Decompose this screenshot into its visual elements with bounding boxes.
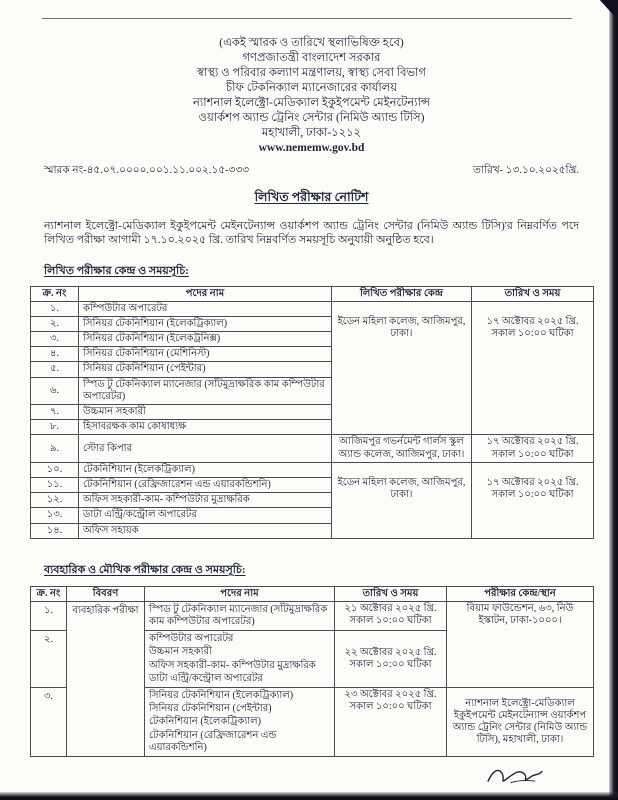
exam-description: ব্যবহারিক পরীক্ষা bbox=[67, 601, 145, 756]
row-serial: ১১. bbox=[31, 477, 79, 492]
practical-table-header-row bbox=[31, 586, 594, 601]
letterhead-ministry: স্বাস্থ্য ও পরিবার কল্যাণ মন্ত্রণালয়, স্বাস্থ্য সেবা বিভাগ bbox=[197, 66, 426, 79]
row-serial: ৫. bbox=[31, 362, 79, 377]
post-name: কম্পিউটার অপারেটর bbox=[149, 633, 234, 645]
post-name: ডাটা এন্ট্রি/কন্ট্রোল অপারেটর bbox=[149, 672, 263, 684]
col-exam-venue: পরীক্ষার কেন্দ্র/স্থান bbox=[447, 586, 594, 601]
row-serial: ১৩. bbox=[31, 508, 79, 523]
letterhead bbox=[30, 36, 593, 156]
col-description: বিবরণ bbox=[67, 586, 145, 601]
post-name: কম্পিউটার অপারেটর bbox=[79, 301, 332, 316]
col-serial: ক্র. নং bbox=[31, 286, 79, 301]
exam-center: ইডেন মহিলা কলেজ, আজিমপুর, ঢাকা। bbox=[332, 301, 472, 435]
row-serial: ২. bbox=[31, 631, 67, 688]
memo-date: তারিখ- ১৩.১০.২০২৫খ্রি. bbox=[473, 164, 579, 176]
col-date-time: তারিখ ও সময় bbox=[335, 586, 447, 601]
col-post-name: পদের নাম bbox=[145, 586, 335, 601]
website-url: www.nememw.gov.bd bbox=[258, 141, 365, 154]
memo-line bbox=[30, 163, 593, 180]
post-name: সিনিয়র টেকনিশিয়ান (ইলেকট্রিক্যাল) bbox=[149, 690, 294, 702]
col-post-name: পদের নাম bbox=[79, 286, 332, 301]
post-name: সিনিয়র টেকনিশিয়ান (ইলেকট্রিক্যাল) bbox=[79, 316, 332, 331]
post-names-cell bbox=[145, 688, 335, 757]
exam-venue: বিয়াম ফাউন্ডেশন, ৬৩, নিউ ইস্কাটন, ঢাকা-১০০০। bbox=[447, 601, 594, 687]
exam-datetime: ২২ অক্টোবর ২০২৫ খ্রি. সকাল ১০:০০ ঘটিকা bbox=[335, 631, 447, 688]
exam-center: আজিমপুর গভর্নমেন্ট গার্লস স্কুল অ্যান্ড কলেজ, আজিমপুর, ঢাকা। bbox=[332, 435, 472, 462]
row-serial: ৪. bbox=[31, 347, 79, 362]
row-serial: ১০. bbox=[31, 462, 79, 477]
row-serial: ৭. bbox=[31, 405, 79, 420]
post-name: অফিস সহকারী-কাম- কম্পিউটার মুদ্রাক্ষরিক bbox=[149, 659, 316, 671]
exam-venue: ন্যাশনাল ইলেক্ট্রো-মেডিক্যাল ইকুইপমেন্ট মেইনটেন্যান্স ওয়ার্কশপ অ্যান্ড ট্রেনিং সেন্টার (নিমিউ অ্যান্ড টিসি), মহাখালী, ঢাকা। bbox=[447, 688, 594, 757]
exam-datetime: ১৭ অক্টোবর ২০২৫ খ্রি. সকাল ১০:০০ ঘটিকা bbox=[472, 462, 594, 538]
exam-datetime: ২৩ অক্টোবর ২০২৫ খ্রি. সকাল ১০:০০ ঘটিকা bbox=[335, 688, 447, 757]
row-serial: ৯. bbox=[31, 435, 79, 462]
row-serial: ২. bbox=[31, 316, 79, 331]
row-serial: ১. bbox=[31, 301, 79, 316]
exam-center: ইডেন মহিলা কলেজ, আজিমপুর, ঢাকা। bbox=[332, 462, 472, 538]
scan-edge-right bbox=[609, 0, 618, 800]
row-serial: ৮. bbox=[31, 420, 79, 435]
post-name: সিনিয়র টেকনিশিয়ান (পেইন্টার) bbox=[149, 703, 272, 715]
row-serial: ১. bbox=[31, 601, 67, 630]
practical-exam-heading: ব্যবহারিক ও মৌখিক পরীক্ষার কেন্দ্র ও সময়সূচি: bbox=[44, 563, 246, 576]
notice-title: লিখিত পরীক্ষার নোটিশ bbox=[254, 189, 369, 204]
table-row bbox=[31, 301, 594, 316]
written-exam-heading: লিখিত পরীক্ষার কেন্দ্র ও সময়সূচি: bbox=[44, 264, 189, 277]
letterhead-address: মহাখালী, ঢাকা-১২১২ bbox=[261, 126, 362, 139]
post-name: সিনিয়র টেকনিশিয়ান (পেইন্টার) bbox=[79, 362, 332, 377]
exam-datetime: ২১ অক্টোবর ২০২৫ খ্রি. সকাল ১০:০০ ঘটিকা bbox=[335, 601, 447, 630]
scan-top-line bbox=[42, 18, 572, 19]
post-name: অফিস সহায়ক bbox=[79, 523, 332, 538]
row-serial: ১৪. bbox=[31, 523, 79, 538]
signature-mark bbox=[484, 762, 546, 788]
post-name: স্পিড টু টেকনিক্যাল ম্যানেজার (সাঁটমুদ্রাক্ষরিক কাম কম্পিউটার অপারেটর) bbox=[79, 377, 332, 404]
post-name: হিসাবরক্ষক কাম কোষাধ্যক্ষ bbox=[79, 420, 332, 435]
post-name: টেকনিশিয়ান (ইলেকট্রিক্যাল) bbox=[149, 716, 261, 728]
col-exam-center: লিখিত পরীক্ষার কেন্দ্র bbox=[332, 286, 472, 301]
table-row bbox=[31, 462, 594, 477]
memo-number: স্মারক নং-৪৫.০৭.০০০০.০০১.১১.০০২.১৫-৩৩৩ bbox=[44, 164, 250, 176]
exam-datetime: ১৭ অক্টোবর ২০২৫ খ্রি. সকাল ১০:০০ ঘটিকা bbox=[472, 435, 594, 462]
exam-datetime: ১৭ অক্টোবর ২০২৫ খ্রি. সকাল ১০:০০ ঘটিকা bbox=[472, 301, 594, 435]
post-names-cell bbox=[145, 601, 335, 630]
post-name: স্পিড টু টেকনিক্যাল ম্যানেজার (সাঁটমুদ্রাক্ষরিক কাম কম্পিউটার অপারেটর) bbox=[149, 603, 328, 628]
scan-edge-bottom bbox=[0, 792, 618, 800]
letterhead-org-line2: ওয়ার্কশপ অ্যান্ড ট্রেনিং সেন্টার (নিমিউ অ্যান্ড টিসি) bbox=[198, 111, 425, 124]
notice-intro: ন্যাশনাল ইলেক্ট্রো-মেডিক্যাল ইকুইপমেন্ট মেইনটেন্যান্স ওয়ার্কশপ অ্যান্ড ট্রেনিং সেন্টার (নিমিউ অ্যান্ড টিসি)'র নিম্নবর্ণিত পদে লিখিত পরীক্ষা আগামী ১৭.১০.২০২৫ খ্রি. তারিখ নিম্নবর্ণিত সময়সূচি অনুযায়ী অনুষ্ঠিত হবে। bbox=[44, 219, 579, 247]
post-name: সিনিয়র টেকনিশিয়ান (মেশিনিস্ট) bbox=[79, 347, 332, 362]
col-date-time: তারিখ ও সময় bbox=[472, 286, 594, 301]
table-row bbox=[31, 435, 594, 462]
row-serial: ১২. bbox=[31, 493, 79, 508]
practical-exam-table bbox=[30, 586, 594, 757]
letterhead-office: চীফ টেকনিক্যাল ম্যানেজারের কার্যালয় bbox=[225, 81, 398, 94]
table-row bbox=[31, 601, 594, 630]
post-name: সিনিয়র টেকনিশিয়ান (ইলেকট্রনিক্স) bbox=[79, 332, 332, 347]
post-name: অফিস সহকারী-কাম- কম্পিউটার মুদ্রাক্ষরিক bbox=[79, 493, 332, 508]
row-serial: ৩. bbox=[31, 332, 79, 347]
post-name: ডাটা এন্ট্রি/কন্ট্রোল অপারেটর bbox=[79, 508, 332, 523]
col-serial: ক্র. নং bbox=[31, 586, 67, 601]
document-content bbox=[30, 36, 593, 757]
post-name: টেকনিশিয়ান (রেফ্রিজারেশন এন্ড এয়ারকন্ডিশনি) bbox=[149, 729, 277, 753]
letterhead-government: গণপ্রজাতন্ত্রী বাংলাদেশ সরকার bbox=[242, 51, 381, 64]
letterhead-note: (একই স্মারক ও তারিখে স্থলাভিষিক্ত হবে) bbox=[219, 37, 404, 49]
row-serial: ৩. bbox=[31, 688, 67, 757]
letterhead-org-line1: ন্যাশনাল ইলেক্ট্রো-মেডিক্যাল ইকুইপমেন্ট মেইনটেন্যান্স bbox=[193, 96, 430, 109]
written-exam-table bbox=[30, 286, 594, 539]
post-name: উচ্চমান সহকারী bbox=[79, 405, 332, 420]
post-name: উচ্চমান সহকারী bbox=[149, 646, 212, 658]
written-table-header-row bbox=[31, 286, 594, 301]
post-name: টেকনিশিয়ান (ইলেকট্রিক্যাল) bbox=[79, 462, 332, 477]
post-names-cell bbox=[145, 631, 335, 688]
post-name: স্টোর কিপার bbox=[79, 435, 332, 462]
row-serial: ৬. bbox=[31, 377, 79, 404]
post-name: টেকনিশিয়ান (রেফ্রিজারেশন এন্ড এয়ারকন্ডিশনি) bbox=[79, 477, 332, 492]
